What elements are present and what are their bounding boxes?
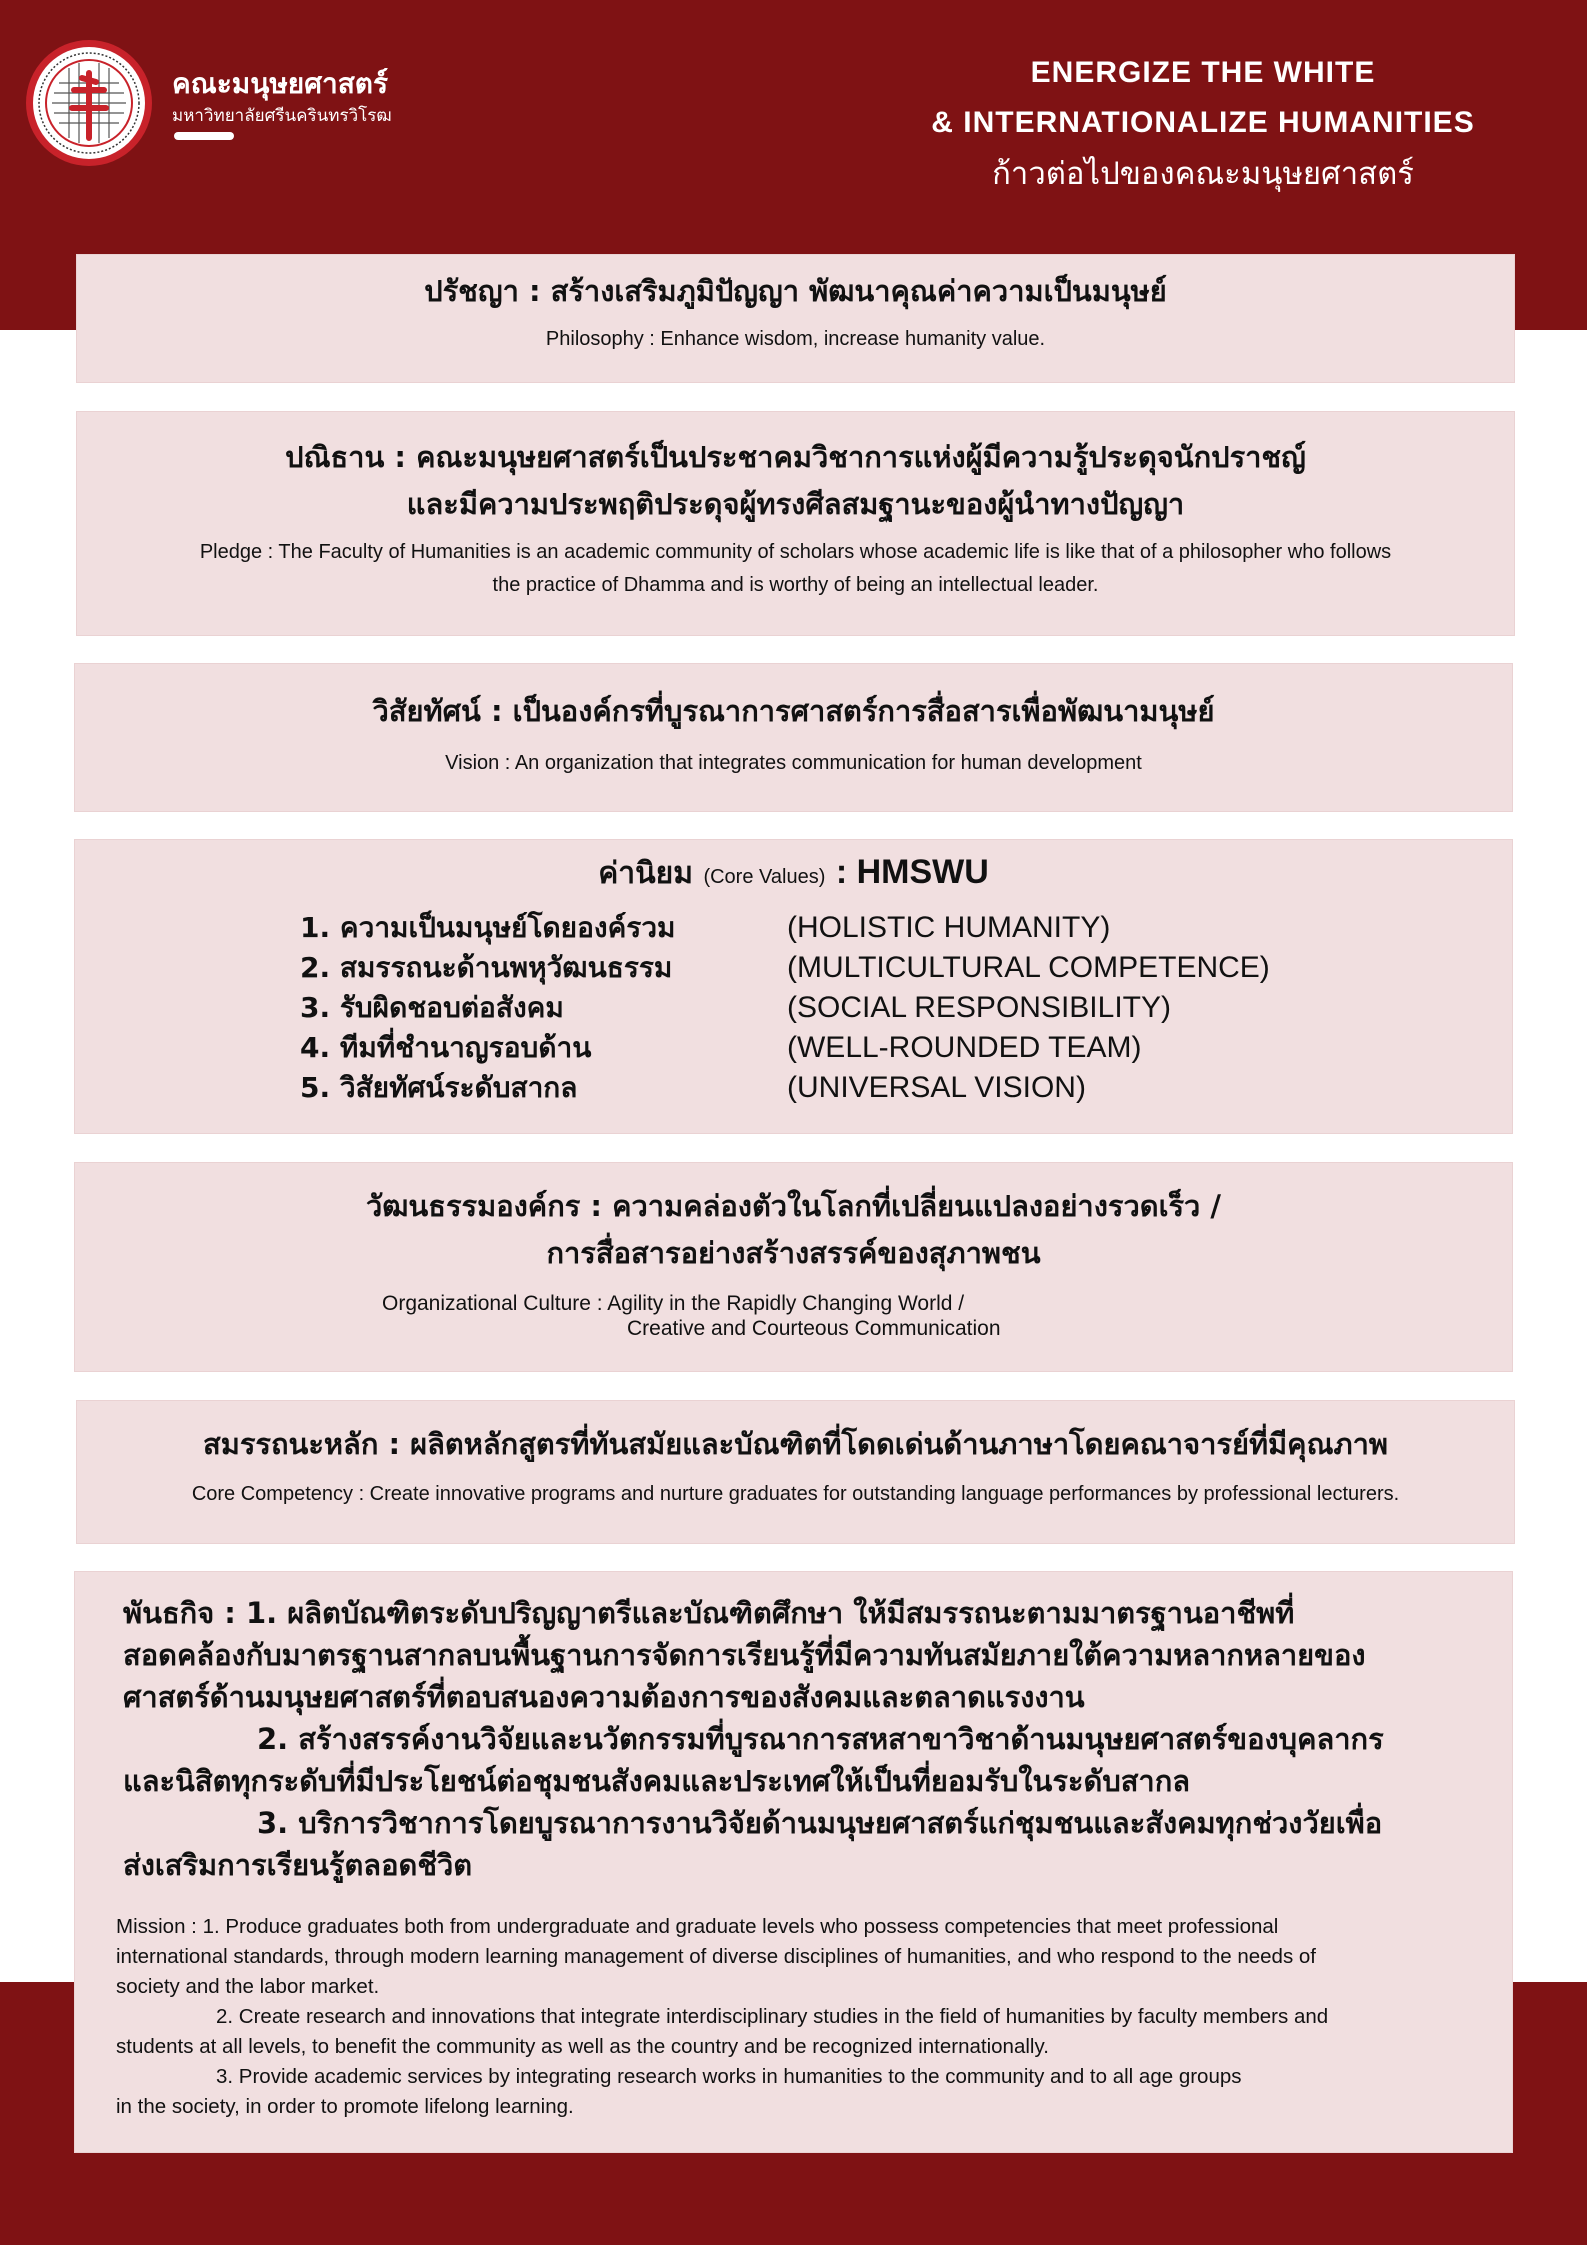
- core-values-title-thai: ค่านิยม: [598, 856, 693, 891]
- value-thai: 1. ความเป็นมนุษย์โดยองค์รวม: [300, 911, 676, 944]
- competency-panel: [77, 1401, 1514, 1543]
- slogan: [843, 48, 1563, 200]
- value-english: (UNIVERSAL VISION): [787, 1071, 1086, 1104]
- core-values-acronym: : HMSWU: [835, 853, 989, 891]
- culture-english: [382, 1291, 1001, 1341]
- mission-english-line: [116, 2062, 1472, 2092]
- mission-english: [75, 1886, 1512, 2122]
- philosophy-thai: ปรัชญา : สร้างเสริมภูมิปัญญา พัฒนาคุณค่าความเป็นมนุษย์: [424, 274, 1167, 308]
- mission-english-line: [116, 2002, 1472, 2032]
- competency-thai: สมรรถนะหลัก : ผลิตหลักสูตรที่ทันสมัยและบัณฑิตที่โดดเด่นด้านภาษาโดยคณาจารย์ที่มีคุณภาพ: [203, 1427, 1388, 1461]
- mission-english-line: society and the labor market.: [116, 1975, 380, 1998]
- value-english: (SOCIAL RESPONSIBILITY): [787, 991, 1171, 1024]
- culture-english-line-1: Organizational Culture : Agility in the Rapidly Changing World /: [382, 1292, 965, 1315]
- pledge-thai-line-1: ปณิธาน : คณะมนุษยศาสตร์เป็นประชาคมวิชาการแห่งผู้มีความรู้ประดุจนักปราชญ์: [285, 440, 1306, 474]
- vision-panel: [75, 664, 1512, 811]
- mission-thai-line: [123, 1802, 1472, 1844]
- mission-thai-item-2: 2. สร้างสรรค์งานวิจัยและนวัตกรรมที่บูรณาการสหสาขาวิชาด้านมนุษยศาสตร์ของบุคลากร: [257, 1722, 1384, 1756]
- value-english: (HOLISTIC HUMANITY): [787, 911, 1111, 944]
- mission-english-line: Mission : 1. Produce graduates both from undergraduate and graduate levels who possess competencies that meet professional: [116, 1915, 1279, 1938]
- mission-thai-line: ส่งเสริมการเรียนรู้ตลอดชีวิต: [123, 1848, 473, 1882]
- mission-english-item-2: 2. Create research and innovations that integrate interdisciplinary studies in the field of humanities by faculty members and: [216, 2005, 1329, 2028]
- core-values-panel: [75, 840, 1512, 1133]
- university-name: มหาวิทยาลัยศรีนครินทรวิโรฒ: [172, 106, 392, 126]
- pledge-panel: [77, 412, 1514, 635]
- mission-english-line: in the society, in order to promote lifelong learning.: [116, 2095, 574, 2118]
- value-thai: 2. สมรรถนะด้านพหุวัฒนธรรม: [300, 951, 673, 984]
- mission-thai-line: สอดคล้องกับมาตรฐานสากลบนพื้นฐานการจัดการเรียนรู้ที่มีความทันสมัยภายใต้ความหลากหลายของ: [123, 1638, 1366, 1672]
- slogan-line-2: & INTERNATIONALIZE HUMANITIES: [931, 106, 1475, 139]
- mission-panel: [75, 1572, 1512, 2152]
- culture-thai-line-1: วัฒนธรรมองค์กร : ความคล่องตัวในโลกที่เปลี่ยนแปลงอย่างรวดเร็ว /: [365, 1189, 1222, 1223]
- list-item: [300, 948, 1270, 988]
- culture-english-line-2: Creative and Courteous Communication: [627, 1317, 1001, 1340]
- value-english: (MULTICULTURAL COMPETENCE): [787, 951, 1270, 984]
- mission-thai-item-3: 3. บริการวิชาการโดยบูรณาการงานวิจัยด้านมนุษยศาสตร์แก่ชุมชนและสังคมทุกช่วงวัยเพื่อ: [257, 1806, 1383, 1840]
- list-item: [300, 1068, 1270, 1108]
- value-english: (WELL-ROUNDED TEAM): [787, 1031, 1142, 1064]
- competency-english: Core Competency : Create innovative programs and nurture graduates for outstanding language performances by professional lecturers.: [191, 1483, 1400, 1505]
- mission-thai-line: [123, 1718, 1472, 1760]
- vision-thai: วิสัยทัศน์ : เป็นองค์กรที่บูรณาการศาสตร์การสื่อสารเพื่อพัฒนามนุษย์: [372, 694, 1215, 728]
- slogan-line-1: ENERGIZE THE WHITE: [1030, 56, 1376, 89]
- brand-underline: [174, 132, 234, 140]
- slogan-thai: ก้าวต่อไปของคณะมนุษยศาสตร์: [992, 156, 1414, 192]
- core-values-title: [75, 850, 1512, 899]
- philosophy-panel: [77, 255, 1514, 382]
- mission-english-line: students at all levels, to benefit the community as well as the country and be recognized internationally.: [116, 2035, 1049, 2058]
- core-values-title-english: (Core Values): [703, 866, 826, 888]
- core-values-list: [300, 908, 1270, 1108]
- pledge-english-line-1: Pledge : The Faculty of Humanities is an academic community of scholars whose academic life is like that of a philosopher who follows: [199, 541, 1392, 563]
- mission-thai-line: และนิสิตทุกระดับที่มีประโยชน์ต่อชุมชนสังคมและประเทศให้เป็นที่ยอมรับในระดับสากล: [123, 1764, 1191, 1798]
- list-item: [300, 988, 1270, 1028]
- culture-thai-line-2: การสื่อสารอย่างสร้างสรรค์ของสุภาพชน: [546, 1236, 1041, 1270]
- pledge-english-line-2: the practice of Dhamma and is worthy of being an intellectual leader.: [492, 574, 1099, 596]
- mission-thai-line: พันธกิจ : 1. ผลิตบัณฑิตระดับปริญญาตรีและบัณฑิตศึกษา ให้มีสมรรถนะตามมาตรฐานอาชีพที่: [123, 1596, 1295, 1630]
- value-thai: 5. วิสัยทัศน์ระดับสากล: [300, 1071, 578, 1104]
- pledge-thai-line-2: และมีความประพฤติประดุจผู้ทรงศีลสมฐานะของผู้นำทางปัญญา: [406, 487, 1185, 521]
- mission-thai: [75, 1572, 1512, 1886]
- philosophy-english: Philosophy : Enhance wisdom, increase humanity value.: [545, 328, 1046, 350]
- vision-english: Vision : An organization that integrates communication for human development: [445, 752, 1142, 774]
- faculty-name: คณะมนุษยศาสตร์: [172, 67, 389, 100]
- list-item: [300, 908, 1270, 948]
- culture-panel: [75, 1163, 1512, 1371]
- faculty-seal-icon: [24, 38, 154, 168]
- mission-english-line: international standards, through modern learning management of diverse disciplines of humanities, and who respond to the needs of: [116, 1945, 1316, 1968]
- list-item: [300, 1028, 1270, 1068]
- mission-english-item-3: 3. Provide academic services by integrating research works in humanities to the community and to all age groups: [216, 2065, 1242, 2088]
- value-thai: 3. รับผิดชอบต่อสังคม: [300, 991, 564, 1024]
- value-thai: 4. ทีมที่ชำนาญรอบด้าน: [300, 1031, 592, 1064]
- mission-thai-line: ศาสตร์ด้านมนุษยศาสตร์ที่ตอบสนองความต้องการของสังคมและตลาดแรงงาน: [123, 1680, 1085, 1714]
